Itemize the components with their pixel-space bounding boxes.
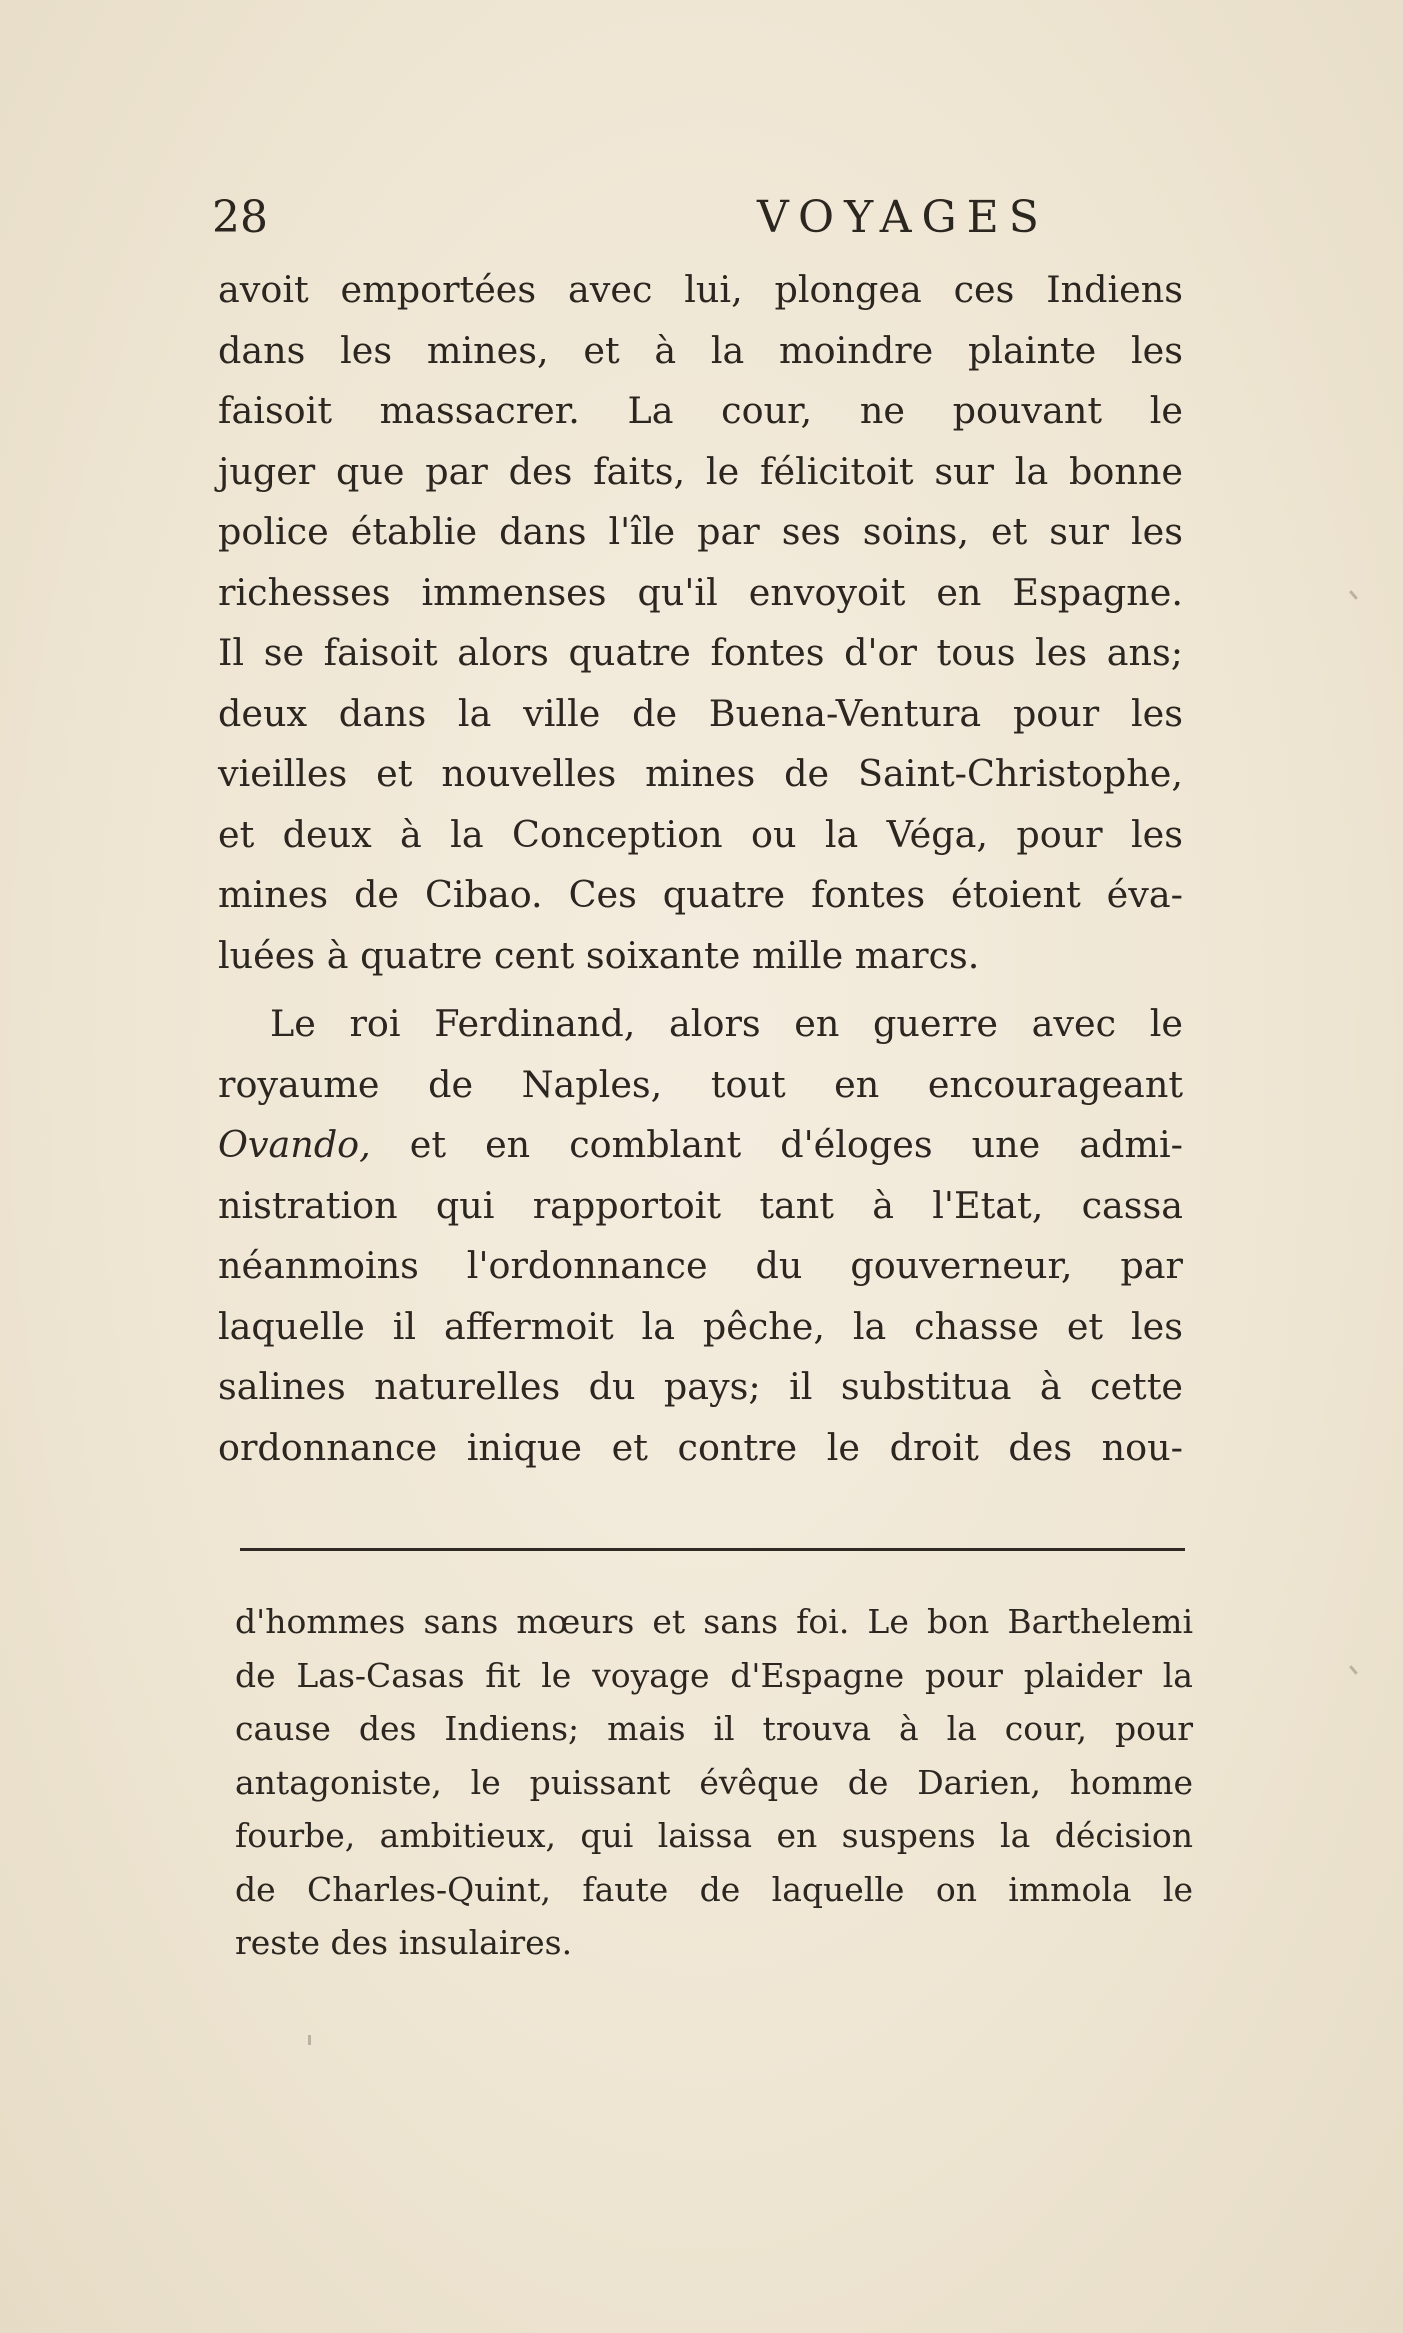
text-line: nistration qui rapportoit tant à l'Etat, cassa xyxy=(218,1183,1183,1227)
text-line: juger que par des faits, le félicitoit sur la bonne xyxy=(218,449,1183,493)
text-line: avoit emportées avec lui, plongea ces Indiens xyxy=(218,268,1183,311)
footnote-line: reste des insulaires. xyxy=(235,1923,573,1962)
paragraph-2 xyxy=(218,994,1183,1478)
text-line xyxy=(218,1115,1183,1176)
footnote-line: cause des Indiens; mais il trouva à la cour, pour xyxy=(235,1709,1193,1748)
text-line: Il se faisoit alors quatre fontes d'or tous les ans; xyxy=(218,631,1183,674)
footnote-line: antagoniste, le puissant évêque de Darien, homme xyxy=(235,1762,1193,1802)
text-line: faisoit massacrer. La cour, ne pouvant le xyxy=(218,389,1183,432)
text-line: laquelle il affermoit la pêche, la chasse et les xyxy=(218,1304,1183,1348)
text-line: richesses immenses qu'il envoyoit en Espagne. xyxy=(218,570,1183,614)
footnote-line: fourbe, ambitieux, qui laissa en suspens la décision xyxy=(235,1816,1193,1855)
italic-name: Ovando, xyxy=(218,1123,371,1166)
text-fragment: et en comblant d'éloges une admi- xyxy=(370,1123,1183,1166)
text-line: et deux à la Conception ou la Véga, pour les xyxy=(218,812,1183,856)
text-line: luées à quatre cent soixante mille marcs. xyxy=(218,933,980,977)
paper-speck xyxy=(308,2035,311,2045)
paper-speck xyxy=(1349,590,1358,600)
page-header xyxy=(212,188,1202,248)
footnote-line: de Las-Casas fit le voyage d'Espagne pour plaider la xyxy=(235,1655,1193,1695)
text-line: ordonnance inique et contre le droit des nou- xyxy=(218,1425,1183,1469)
text-line: néanmoins l'ordonnance du gouverneur, par xyxy=(218,1244,1183,1287)
footnote xyxy=(235,1595,1193,1970)
text-line: salines naturelles du pays; il substitua à cette xyxy=(218,1365,1183,1408)
text-line: Le roi Ferdinand, alors en guerre avec le xyxy=(270,1002,1183,1045)
text-line: deux dans la ville de Buena-Ventura pour les xyxy=(218,691,1183,735)
text-line: dans les mines, et à la moindre plainte les xyxy=(218,328,1183,372)
main-text xyxy=(218,260,1183,1478)
text-line: mines de Cibao. Ces quatre fontes étoient éva- xyxy=(218,873,1183,916)
text-line: vieilles et nouvelles mines de Saint-Christophe, xyxy=(218,752,1183,795)
running-title: VOYAGES xyxy=(757,192,1049,243)
page-number: 28 xyxy=(212,192,268,243)
paper-speck xyxy=(1349,1665,1358,1675)
footnote-line: d'hommes sans mœurs et sans foi. Le bon Barthelemi xyxy=(235,1602,1193,1641)
footnote-line: de Charles-Quint, faute de laquelle on immola le xyxy=(235,1869,1193,1909)
footnote-rule xyxy=(240,1548,1185,1551)
paragraph-1 xyxy=(218,260,1183,986)
text-line: royaume de Naples, tout en encourageant xyxy=(218,1062,1183,1106)
text-line: police établie dans l'île par ses soins, et sur les xyxy=(218,510,1183,553)
